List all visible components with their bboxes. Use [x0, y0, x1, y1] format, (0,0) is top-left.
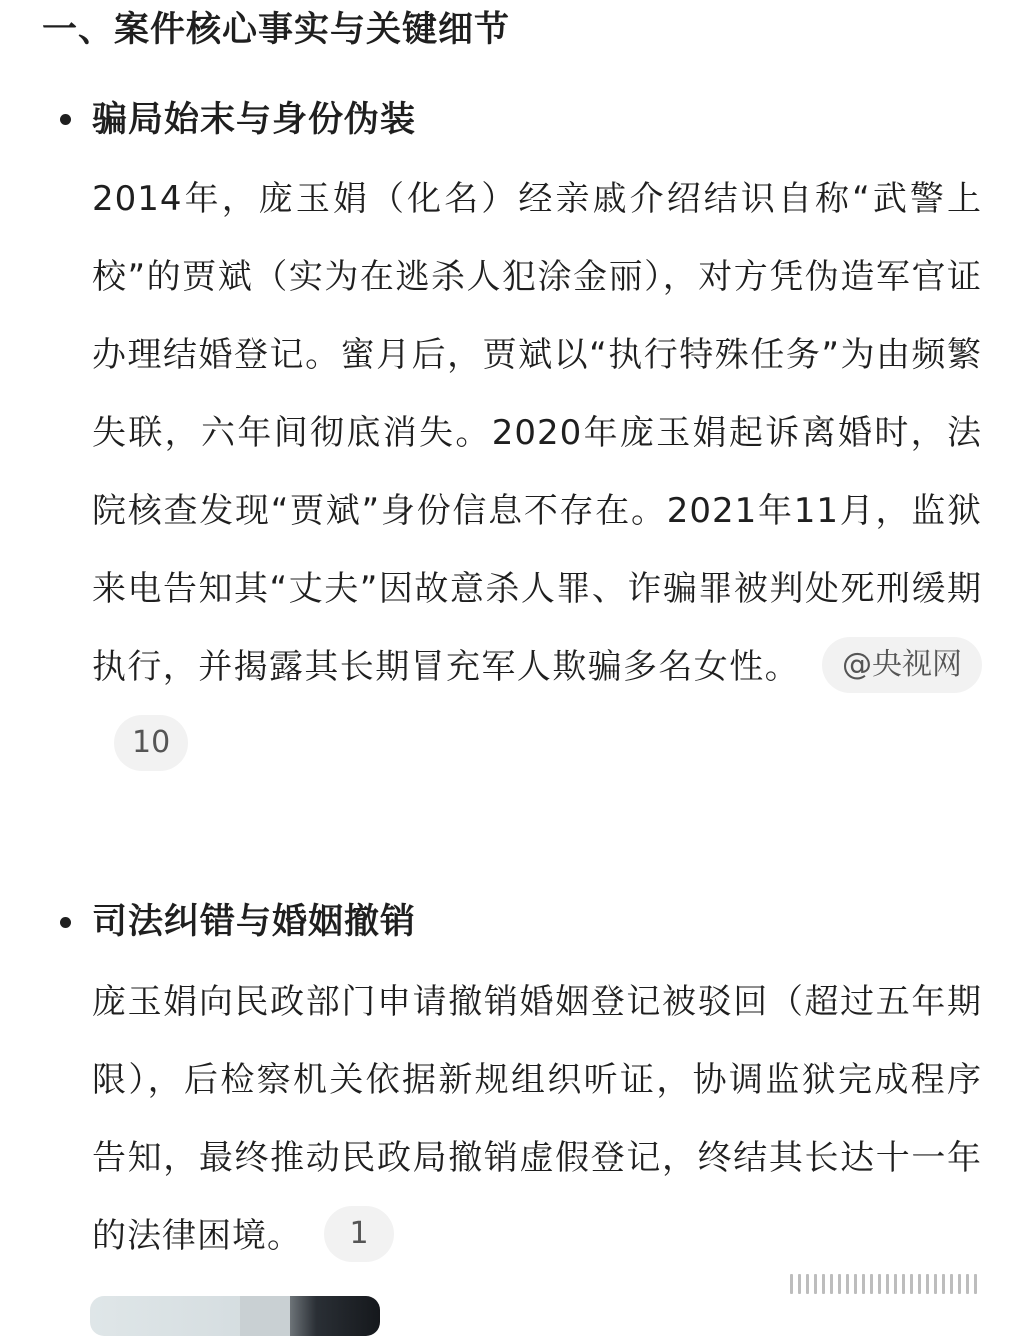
bullet-dot	[60, 917, 71, 928]
source-pill[interactable]: @央视网	[822, 637, 982, 693]
item-body	[92, 160, 982, 784]
item-heading: 骗局始末与身份伪装	[92, 100, 417, 140]
item-heading: 司法纠错与婚姻撤销	[92, 902, 417, 942]
section-title: 一、案件核心事实与关键细节	[42, 10, 511, 50]
item-body	[92, 963, 982, 1275]
thumbnail-detail	[240, 1296, 290, 1336]
reference-count-pill[interactable]: 10	[114, 715, 188, 771]
reference-count-pill[interactable]: 1	[324, 1206, 394, 1262]
item-body-text: 庞玉娟向民政部门申请撤销婚姻登记被驳回（超过五年期限），后检察机关依据新规组织听证，协调监狱完成程序告知，最终推动民政局撤销虚假登记，终结其长达十一年的法律困境。	[92, 982, 982, 1256]
item-body-text: 2014年，庞玉娟（化名）经亲戚介绍结识自称“武警上校”的贾斌（实为在逃杀人犯涂金丽），对方凭伪造军官证办理结婚登记。蜜月后，贾斌以“执行特殊任务”为由频繁失联，六年间彻底消失。2020年庞玉娟起诉离婚时，法院核查发现“贾斌”身份信息不存在。2021年11月，监狱来电告知其“丈夫”因故意杀人罪、诈骗罪被判处死刑缓期执行，并揭露其长期冒充军人欺骗多名女性。	[92, 179, 982, 687]
watermark	[790, 1270, 1000, 1298]
image-thumbnail[interactable]	[90, 1296, 380, 1336]
bullet-dot	[60, 114, 71, 125]
